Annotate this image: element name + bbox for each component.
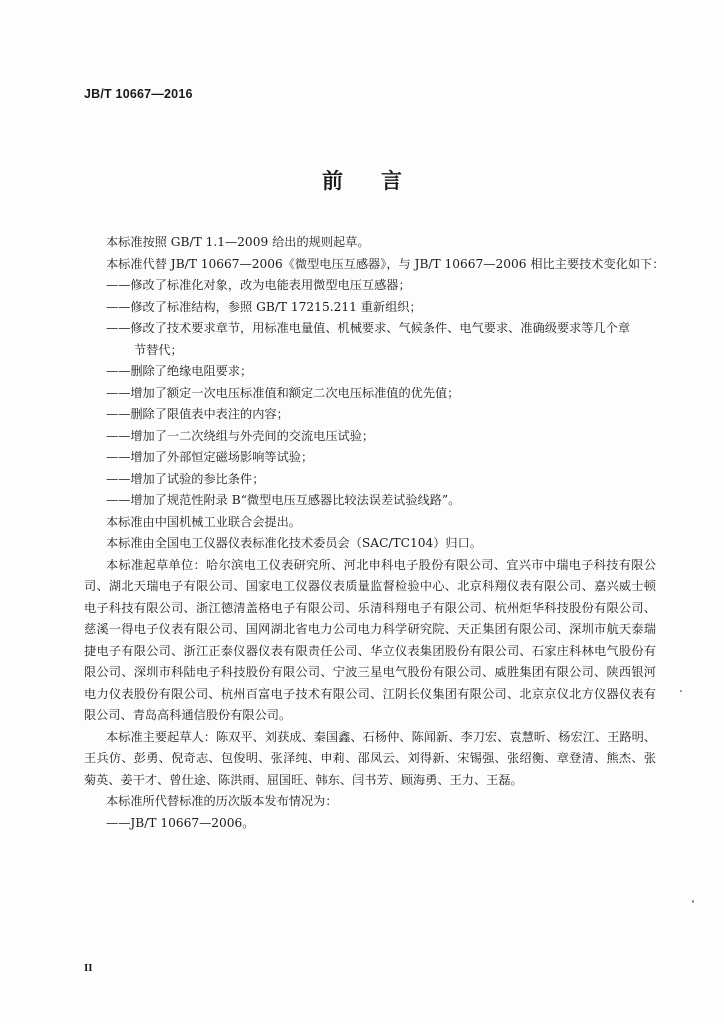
change-item: ——删除了限值表中表注的内容； [106,407,289,421]
drafting-units-paragraph: 本标准起草单位：哈尔滨电工仪表研究所、河北申科电子股份有限公司、宜兴市中瑞电子科技有限公司、湖北天瑞电子有限公司、国家电工仪器仪表质量监督检验中心、北京科翔仪表有限公司、嘉兴威士顿电子科技有限公司、浙江德清盖格电子有限公司、乐清科翔电子有限公司、杭州炬华科技股份有限公司、慈溪一得电子仪表有限公司、国网湖北省电力公司电力科学研究院、天正集团有限公司、深圳市航天泰瑞捷电子有限公司、浙江正泰仪器仪表有限责任公司、华立仪表集团股份有限公司、石家庄科林电气股份有限公司、深圳市科陆电子科技股份有限公司、宁波三星电气股份有限公司、威胜集团有限公司、陕西银河电力仪表股份有限公司、杭州百富电子技术有限公司、江阴长仪集团有限公司、北京京仪北方仪器仪表有限公司、青岛高科通信股份有限公司。 [84,557,656,722]
paragraph-line: 本标准按照 GB/T 1.1—2009 给出的规则起草。 [106,235,370,249]
change-item: ——增加了试验的参比条件； [106,471,265,486]
change-item: ——删除了绝缘电阻要求； [106,364,253,378]
change-item: ——修改了标准结构，参照 GB/T 17215.211 重新组织； [106,299,422,314]
history-item: ——JB/T 10667—2006。 [106,815,255,830]
page-number: II [84,962,93,974]
drafters-paragraph: 本标准主要起草人：陈双平、刘获成、秦国鑫、石杨仲、陈闻新、李刀宏、袁慧昕、杨宏江、王路明、王兵仿、彭勇、倪奇志、包俊明、张泽纯、申莉、邵凤云、刘得新、宋锡强、张绍衡、章登清、熊杰、张菊英、姜干才、曾仕途、陈洪雨、屈国旺、韩东、闫书芳、顾海勇、王力、王磊。 [84,729,656,787]
paragraph-line: 本标准代替 JB/T 10667—2006《微型电压互感器》，与 JB/T 10667—2006 相比主要技术变化如下： [106,256,665,271]
change-item: ——修改了技术要求章节，用标准电量值、机械要求、气候条件、电气要求、准确级要求等几个章 [106,321,631,335]
change-item: ——修改了标准化对象，改为电能表用微型电压互感器； [106,278,411,292]
change-item-continuation: 节替代； [134,342,183,357]
change-item: ——增加了一二次绕组与外壳间的交流电压试验； [106,428,375,443]
paragraph-line: 本标准由全国电工仪器仪表标准化技术委员会（SAC/TC104）归口。 [106,536,482,550]
page-title: 前言 [322,169,440,193]
change-item: ——增加了额定一次电压标准值和额定二次电压标准值的优先值； [106,385,460,400]
history-intro: 本标准所代替标准的历次版本发布情况为： [106,794,338,808]
paragraph-line: 本标准由中国机械工业联合会提出。 [106,514,301,529]
scan-artifact [692,900,694,903]
change-item: ——增加了外部恒定磁场影响等试验； [106,450,314,464]
foreword-body [84,232,665,834]
change-item: ——增加了规范性附录 B“微型电压互感器比较法误差试验线路”。 [106,493,461,507]
standard-number-header: JB/T 10667—2016 [84,87,193,101]
scan-artifact [680,690,682,692]
